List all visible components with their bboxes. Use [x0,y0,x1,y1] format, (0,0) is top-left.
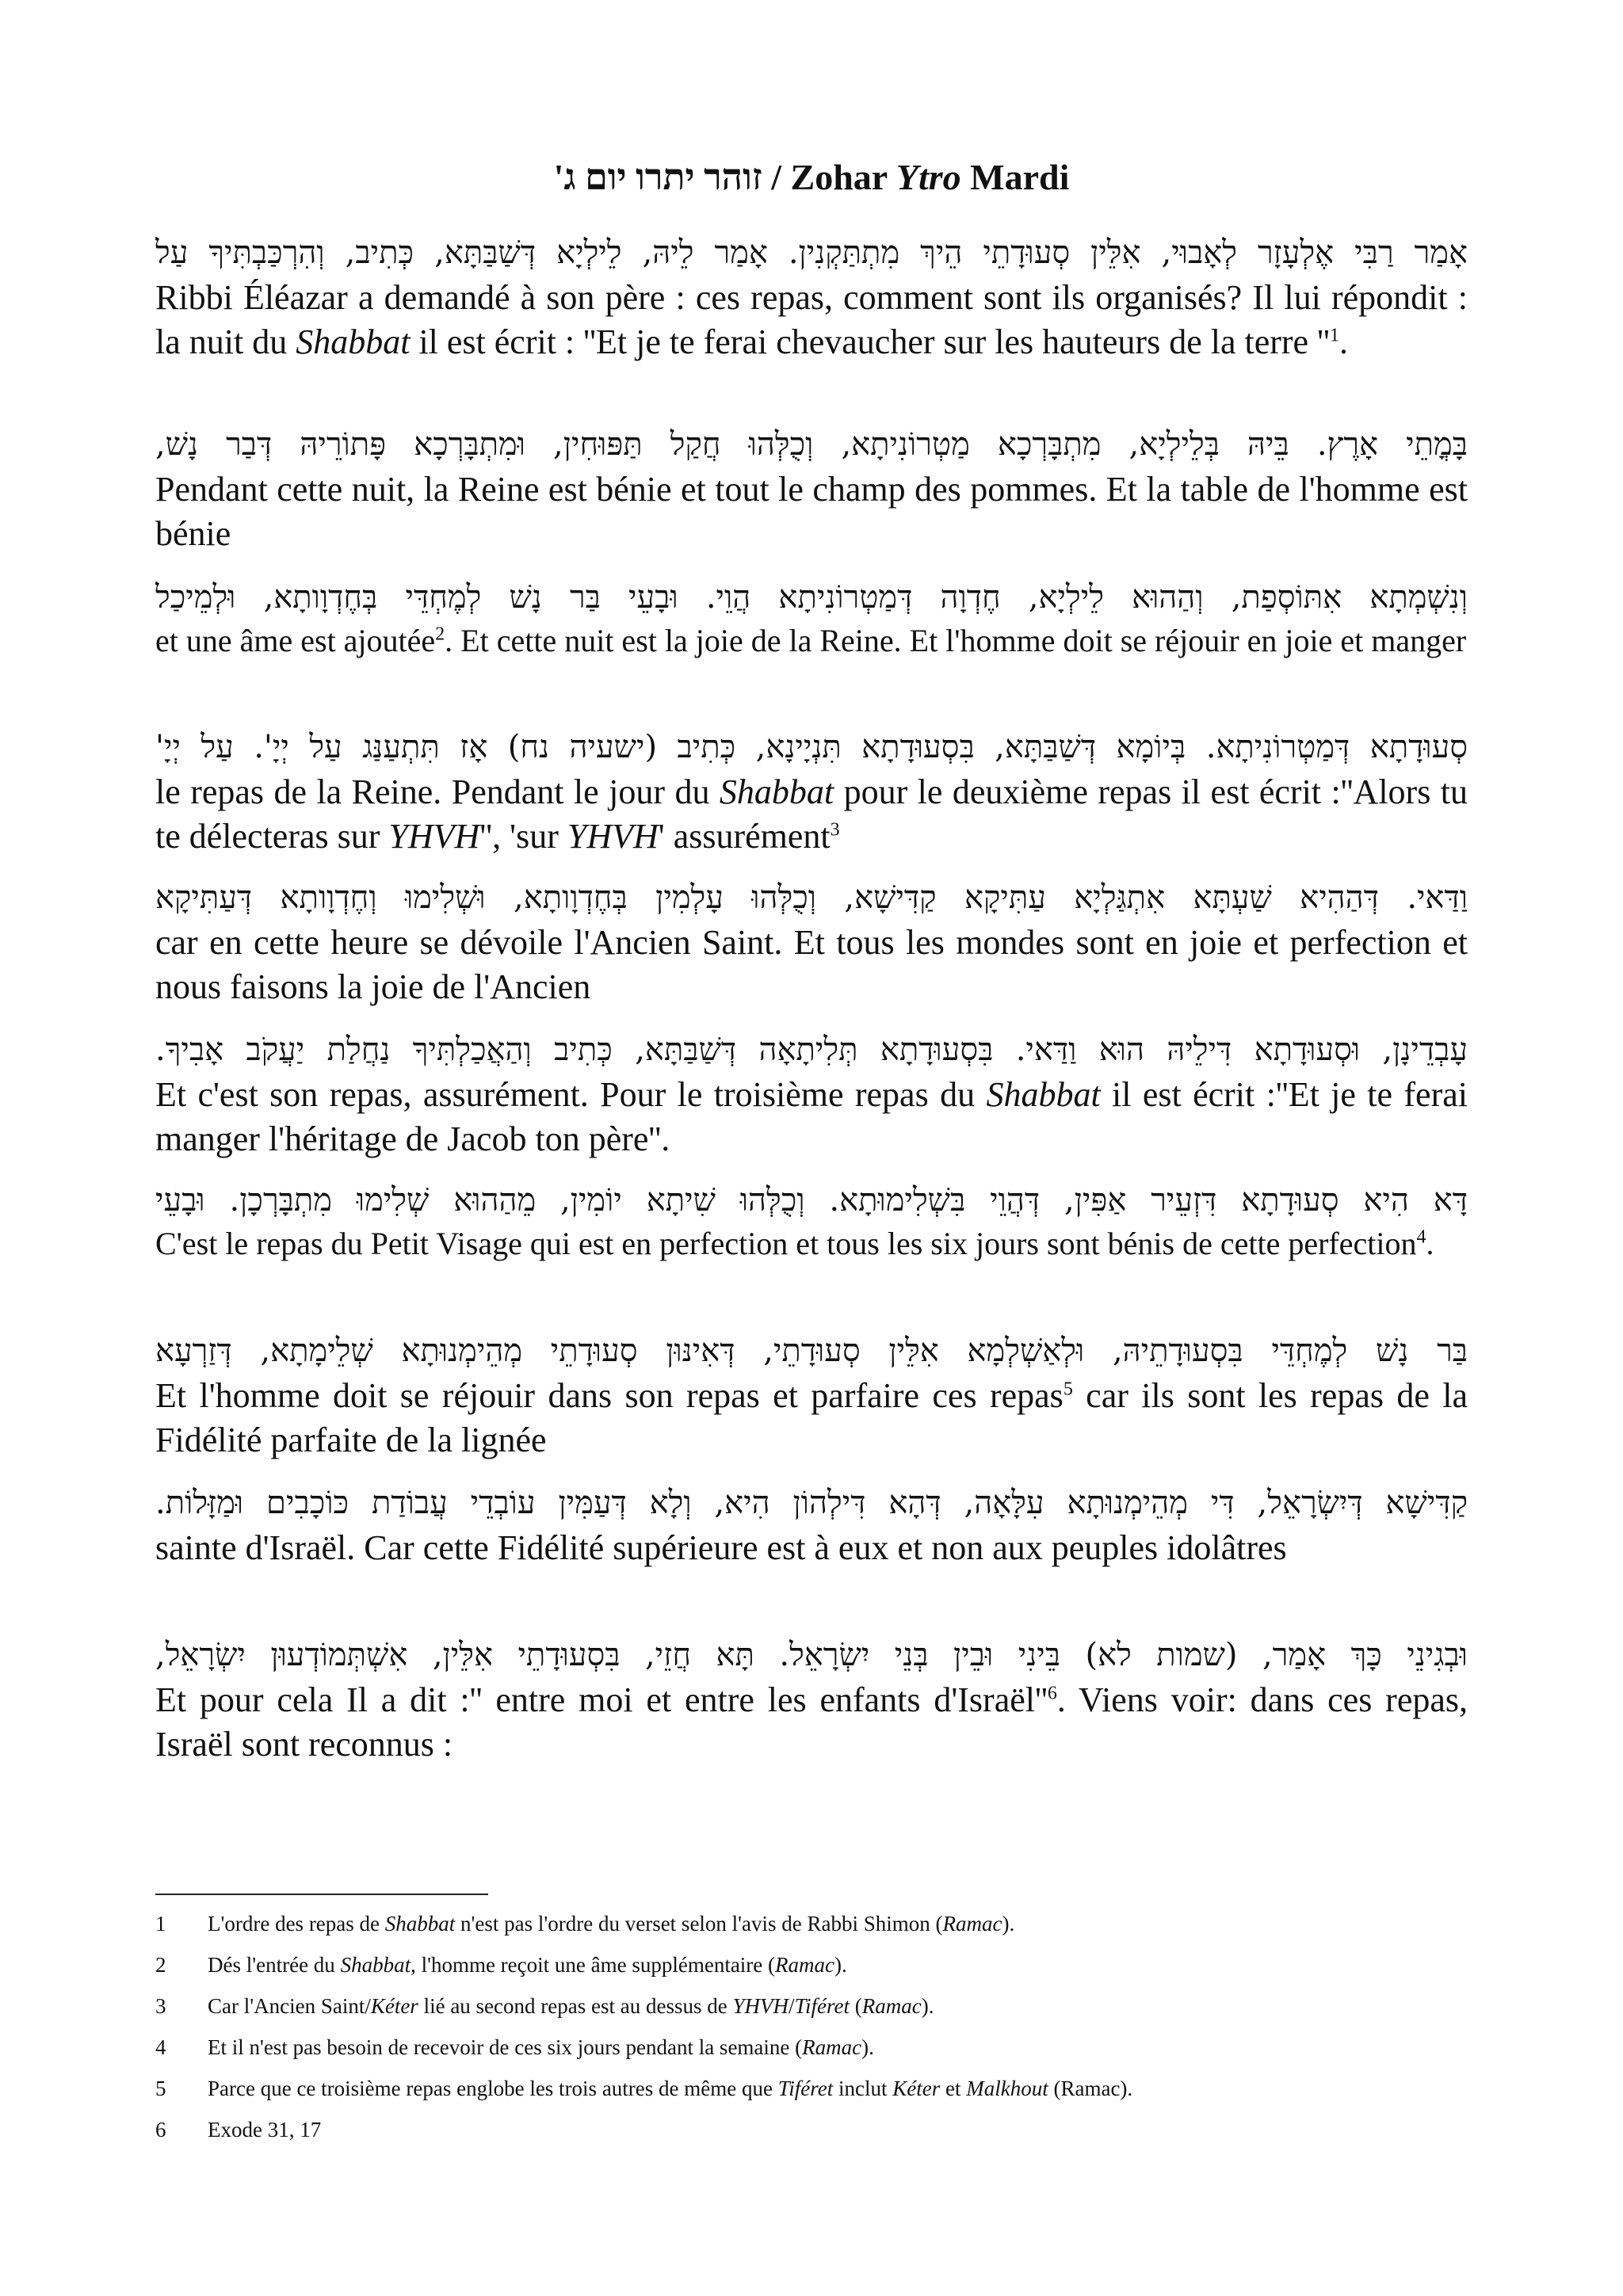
italic-term: Kéter [370,1994,418,2018]
hebrew-line: עָבְדֵינָן, וּסְעוּדָתָא דִּילֵיהּ הוּא וַדַּאי. בִּסְעוּדָתָא תְּלִיתָאָה דְּשַׁבַּתָּא, כְּתִיב וְהַאֲכַלְתִּיךָ נַחֲלַת יַעֲקֹב אָבִיךָ. [155,1032,1468,1068]
french-text [155,1374,1468,1463]
italic-term: Tiféret [777,2077,834,2100]
text-run: le repas de la Reine. Pendant le jour du [155,772,720,811]
hebrew-line: וּבְגִינֵי כָּךְ אָמַר, (שמות לא) בֵּינִי וּבֵין בְּנֵי יִשְׂרָאֵל. תָּא חֲזֵי, בִּסְעוּדָתֵי אִלֵּין, אִשְׁתְּמוֹדְעוּן יִשְׂרָאֵל, [155,1637,1468,1673]
hebrew-line: דָּא הִיא סְעוּדָתָא דִּזְעֵיר אַפִּין, דְּהֲוֵי בִּשְׁלִימוּתָא. וְכֻלְּהוּ שִׁיתָא יוֹמִין, מֵהַהוּא שְׁלִימוּ מִתְבָּרְכָן. וּבָעֵי [155,1182,1468,1219]
footnote-text [208,2073,1468,2104]
hebrew-line: בָּמֳתֵי אָרֶץ. בֵּיהּ בְּלֵילְיָא, מִתְבָּרְכָא מַטְרוֹנִיתָא, וְכֻלְּהוּ חֲקַל תַּפּוּחִין, וּמִתְבָּרְכָא פָּתוֹרֵיהּ דְּבַר נָשׁ, [155,426,1468,463]
footnote-text [208,1908,1468,1939]
italic-term: YHVH [388,817,480,856]
text-run: car en cette heure se dévoile l'Ancien Saint. Et tous les mondes sont en joie et perfection et nous faisons la joie de l'Ancien [155,923,1468,1006]
footnote-number: 2 [155,1953,166,1977]
text-run: et une âme est ajoutée [155,623,436,658]
italic-term: Shabbat [296,322,411,361]
text-run: Et c'est son repas, assurément. Pour le troisième repas du [155,1075,987,1114]
italic-term: Shabbat [719,772,834,811]
footnote-ref: 2 [435,624,445,645]
hebrew-line: אָמַר רַבִּי אֶלְעָזָר לְאָבוּי, אִלֵּין סְעוּדָתֵי הֵיךְ מִתְתַּקְנִין. אָמַר לֵיהּ, לֵילְיָא דְּשַׁבַּתָּא, כְּתִיב, וְהִרְכַּבְתִּיךָ עַל [155,235,1468,271]
paragraph-block [155,1328,1468,1463]
paragraph-block [155,875,1468,1009]
french-text [155,1223,1468,1264]
text-run: Et l'homme doit se réjouir dans son repas et parfaire ces repas [155,1376,1064,1415]
hebrew-line: וְנִשְׁמְתָא אִתּוֹסְפַת, וְהַהוּא לֵילְיָא, חֶדְוָה דְּמַטְרוֹנִיתָא הֲוֵי. וּבָעֵי בַּר נָשׁ לְמֶחְדֵּי בְּחֶדְוָותָא, וּלְמֵיכַל [155,579,1468,616]
footnote-ref: 1 [1329,325,1339,346]
hebrew-line: בַּר נָשׁ לְמֶחְדֵּי בִּסְעוּדָתֵיהּ, וּלְאַשְׁלְמָא אִלֵּין סְעוּדָתֵי, דְּאִינּוּן סְעוּדָתֵי מְהֵימְנוּתָא שְׁלֵימָתָא, דְּזַרְעָא [155,1333,1468,1369]
footnote-text [208,2114,1468,2145]
text-run: ). [834,1953,847,1977]
french-text [155,276,1468,364]
text-run: il est écrit :''Et je te ferai manger l'héritage de Jacob ton père''. [155,1075,1468,1158]
text-run: pour le deuxième repas il est écrit :''Alors tu te délecteras sur [155,772,1468,856]
italic-term: Tiféret [794,1994,850,2018]
text-run: . [1338,322,1348,361]
footnote-text [208,1949,1468,1981]
footnote [155,1990,1468,2022]
footnote [155,2031,1468,2063]
footnotes [155,1908,1468,2155]
page-title [0,154,1623,201]
italic-term: Shabbat [986,1075,1101,1114]
text-run: lié au second repas est au dessus de [418,1994,733,2018]
text-run: . [1426,1226,1434,1261]
paragraph-block [155,1632,1468,1767]
paragraph-block [155,230,1468,364]
text-run: Dés l'entrée du [208,1953,341,1977]
footnote-ref: 6 [1047,1683,1057,1704]
french-text [155,1073,1468,1161]
paragraph-block [155,724,1468,859]
text-run: / [788,1994,795,2018]
text-run: '', 'sur [479,817,567,856]
title-pre: Zohar [790,157,896,197]
text-run: et [940,2077,967,2100]
text-run: ). [921,1994,934,2018]
title-hebrew: זוהר יתרו יום ג' [553,157,762,197]
footnote-number: 4 [155,2035,166,2059]
italic-term: Ramac [861,1994,922,2018]
italic-term: Ramac [775,1953,835,1977]
text-run: n'est pas l'ordre du verset selon l'avis de Rabbi Shimon ( [455,1912,943,1936]
text-run: . Et cette nuit est la joie de la Reine. Et l'homme doit se réjouir en joie et manger [445,623,1467,658]
italic-term: Ramac [802,2035,862,2059]
footnote-number: 5 [155,2077,166,2100]
text-run: Pendant cette nuit, la Reine est bénie et tout le champ des pommes. Et la table de l'homme est bénie [155,470,1468,553]
title-separator: / [762,157,791,197]
italic-term: Kéter [892,2077,941,2100]
text-run: ( [850,1994,862,2018]
italic-term: Malkhout [966,2077,1048,2100]
text-run: . Viens voir: dans ces repas, Israël sont reconnus : [155,1680,1468,1764]
footnote [155,2073,1468,2104]
hebrew-line: קַדִּישָׁא דְּיִשְׂרָאֵל, דִּי מְהֵימְנוּתָא עִלָּאָה, דְּהָא דִּילְהוֹן הִיא, וְלָא דְּעַמִּין עוֹבְדֵי עֲבוֹדַת כּוֹכָבִים וּמַזָּלוֹת. [155,1485,1468,1521]
french-text [155,467,1468,556]
footnote-divider [155,1894,488,1895]
text-run: car ils sont les repas de la Fidélité parfaite de la lignée [155,1376,1468,1459]
text-run: ). [1002,1912,1015,1936]
text-run: , l'homme reçoit une âme supplémentaire ( [411,1953,776,1977]
paragraph-block [155,1027,1468,1161]
italic-term: Shabbat [340,1953,411,1977]
paragraph-block [155,421,1468,556]
italic-term: YHVH [732,1994,789,2018]
footnote-ref: 3 [830,819,840,841]
text-run: Exode 31, 17 [208,2118,322,2142]
footnote-text [208,1990,1468,2022]
footnote-ref: 5 [1063,1379,1073,1400]
french-text [155,1678,1468,1767]
text-run: Et pour cela Il a dit :'' entre moi et entre les enfants d'Israël'' [155,1680,1048,1719]
text-run: (Ramac). [1048,2077,1133,2100]
text-run: inclut [833,2077,893,2100]
text-run: Et il n'est pas besoin de recevoir de ces six jours pendant la semaine ( [208,2035,803,2059]
hebrew-line: וַדַּאי. דְּהַהִיא שַׁעְתָּא אִתְגַּלְיָא עַתִּיקָא קַדִּישָׁא, וְכֻלְּהוּ עָלְמִין בְּחֶדְוָותָא, וּשְׁלִימוּ וְחֶדְוָותָא דְּעַתִּיקָא [155,879,1468,916]
footnote-number: 1 [155,1912,166,1936]
footnote-ref: 4 [1416,1226,1426,1248]
footnote-number: 3 [155,1994,166,2018]
footnote-text [208,2031,1468,2063]
footnote [155,1908,1468,1939]
footnote-number: 6 [155,2118,166,2142]
text-run: il est écrit : ''Et je te ferai chevaucher sur les hauteurs de la terre '' [410,322,1330,361]
text-run: L'ordre des repas de [208,1912,385,1936]
text-run: C'est le repas du Petit Visage qui est en perfection et tous les six jours sont bénis de cette perfection [155,1226,1417,1261]
title-post: Mardi [960,157,1070,197]
italic-term: Shabbat [384,1912,456,1936]
paragraph-block [155,1177,1468,1264]
italic-term: YHVH [567,817,659,856]
french-text [155,921,1468,1009]
footnote [155,1949,1468,1981]
french-text [155,620,1468,662]
text-run: ). [861,2035,874,2059]
text-run: Car l'Ancien Saint/ [208,1994,371,2018]
paragraph-block [155,574,1468,662]
text-run: Ribbi Éléazar a demandé à son père : ces repas, comment sont ils organisés? Il lui répondit : la nuit du [155,278,1468,361]
french-text [155,1526,1468,1570]
text-run: Parce que ce troisième repas englobe les trois autres de même que [208,2077,778,2100]
italic-term: Ramac [942,1912,1002,1936]
text-run: ' assurément [658,817,831,856]
french-text [155,770,1468,859]
footnote [155,2114,1468,2145]
paragraph-block [155,1480,1468,1570]
title-italic: Ytro [896,157,961,197]
text-run: sainte d'Israël. Car cette Fidélité supérieure est à eux et non aux peuples idolâtres [155,1528,1287,1567]
hebrew-line: סְעוּדָתָא דְּמַטְרוֹנִיתָא. בְּיוֹמָא דְּשַׁבַּתָּא, בִּסְעוּדָתָא תִּנְיָינָא, כְּתִיב (ישעיה נח) אָז תִּתְעַנַּג עַל יְיָ'. עַל יְיָ' [155,729,1468,765]
